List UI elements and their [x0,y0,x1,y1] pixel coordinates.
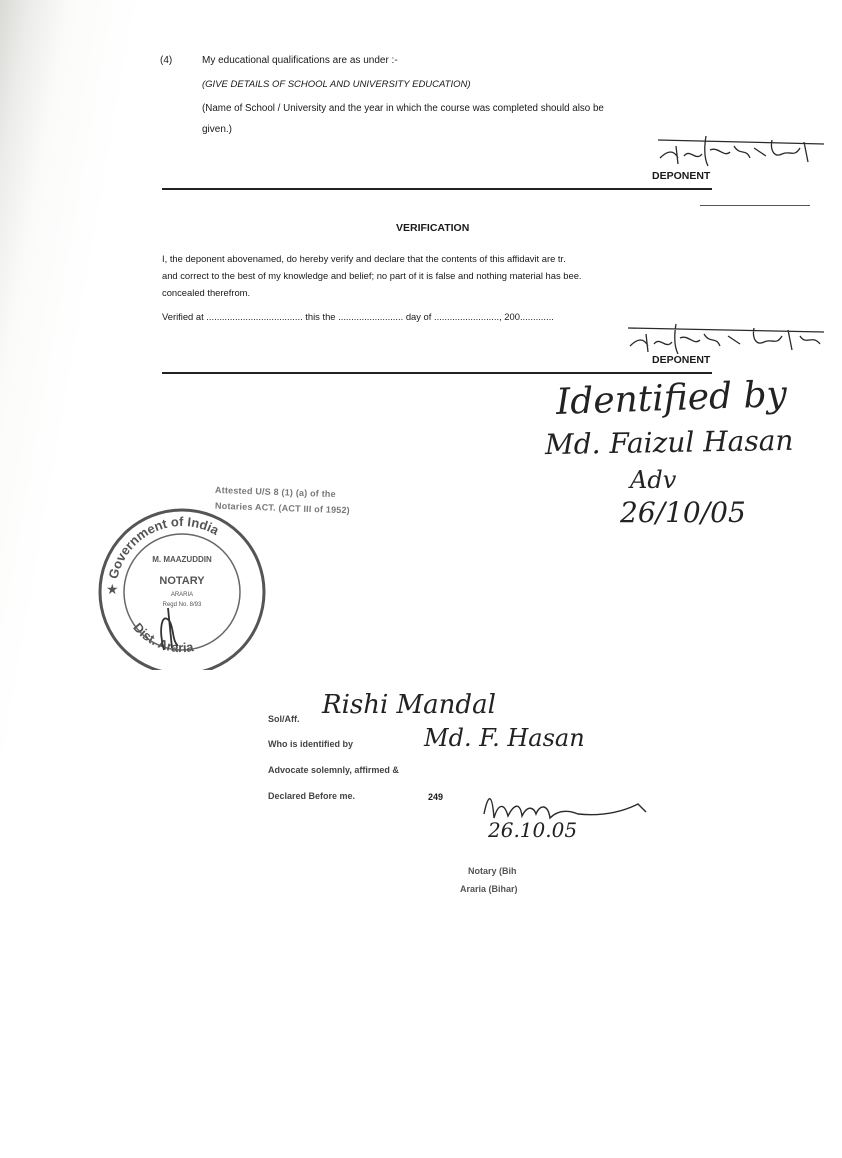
notary-signer-line-2: Araria (Bihar) [460,884,518,894]
qualifications-note-line-1: (Name of School / University and the year in which the course was completed should also be [202,103,604,114]
qualifications-note-line-2: given.) [202,124,233,135]
seal-title: NOTARY [159,575,205,587]
seal-sub-1: ARARIA [170,592,194,598]
seal-sub-2: Regd No. 8/93 [162,602,202,608]
item-number: (4) [160,55,173,66]
attestation-stamp-line-2: Notaries ACT. (ACT III of 1952) [214,500,351,516]
verification-line-1: I, the deponent abovenamed, do hereby verify and declare that the contents of this affidavit are tr. [162,253,566,264]
seal-ring-bottom: Dist. Araria [130,619,195,656]
deponent-signature-1 [654,128,834,172]
notary-seal [88,500,274,670]
identifier-name-handwriting: Md. Faizul Hasan [544,423,794,462]
solemn-line-2: Who is identified by [268,739,353,749]
verification-title: VERIFICATION [396,222,470,234]
solemn-line-1: Sol/Aff. [268,714,300,724]
verification-line-2: and correct to the best of my knowledge and belief; no part of it is false and nothing material has bee. [162,270,582,281]
deponent-label-1: DEPONENT [652,170,711,182]
identified-by-name-handwriting: Md. F. Hasan [424,724,585,752]
page-number: 249 [428,792,444,802]
deponent-name-handwriting: Rishi Mandal [322,690,496,720]
solemn-line-4: Declared Before me. [268,791,356,801]
seal-ring-top: Government of India [105,513,222,581]
verification-line-3: concealed therefrom. [162,287,251,298]
solemn-line-3: Advocate solemnly, affirmed & [268,765,399,775]
stray-line [700,205,810,206]
verified-at-line: Verified at ..................................... this the ......................... day of ........................., 200............. [162,311,554,322]
qualifications-heading: My educational qualifications are as under :- [202,55,398,66]
identifier-date-handwriting: 26/10/05 [620,496,746,529]
seal-star-icon: ★ [106,582,119,598]
section-divider-2 [162,372,712,374]
deponent-label-2: DEPONENT [652,354,711,366]
identifier-title-handwriting: Adv [630,466,677,494]
identified-by-handwriting: Identified by [555,373,788,424]
section-divider-1 [162,188,712,190]
notary-signer-line-1: Notary (Bih [468,866,517,876]
seal-inner-name: M. MAAZUDDIN [152,555,212,564]
attestation-stamp-line-1: Attested U/S 8 (1) (a) of the [214,484,336,500]
qualifications-instruction: (GIVE DETAILS OF SCHOOL AND UNIVERSITY EDUCATION) [202,79,471,90]
notary-date-handwriting: 26.10.05 [488,818,578,842]
